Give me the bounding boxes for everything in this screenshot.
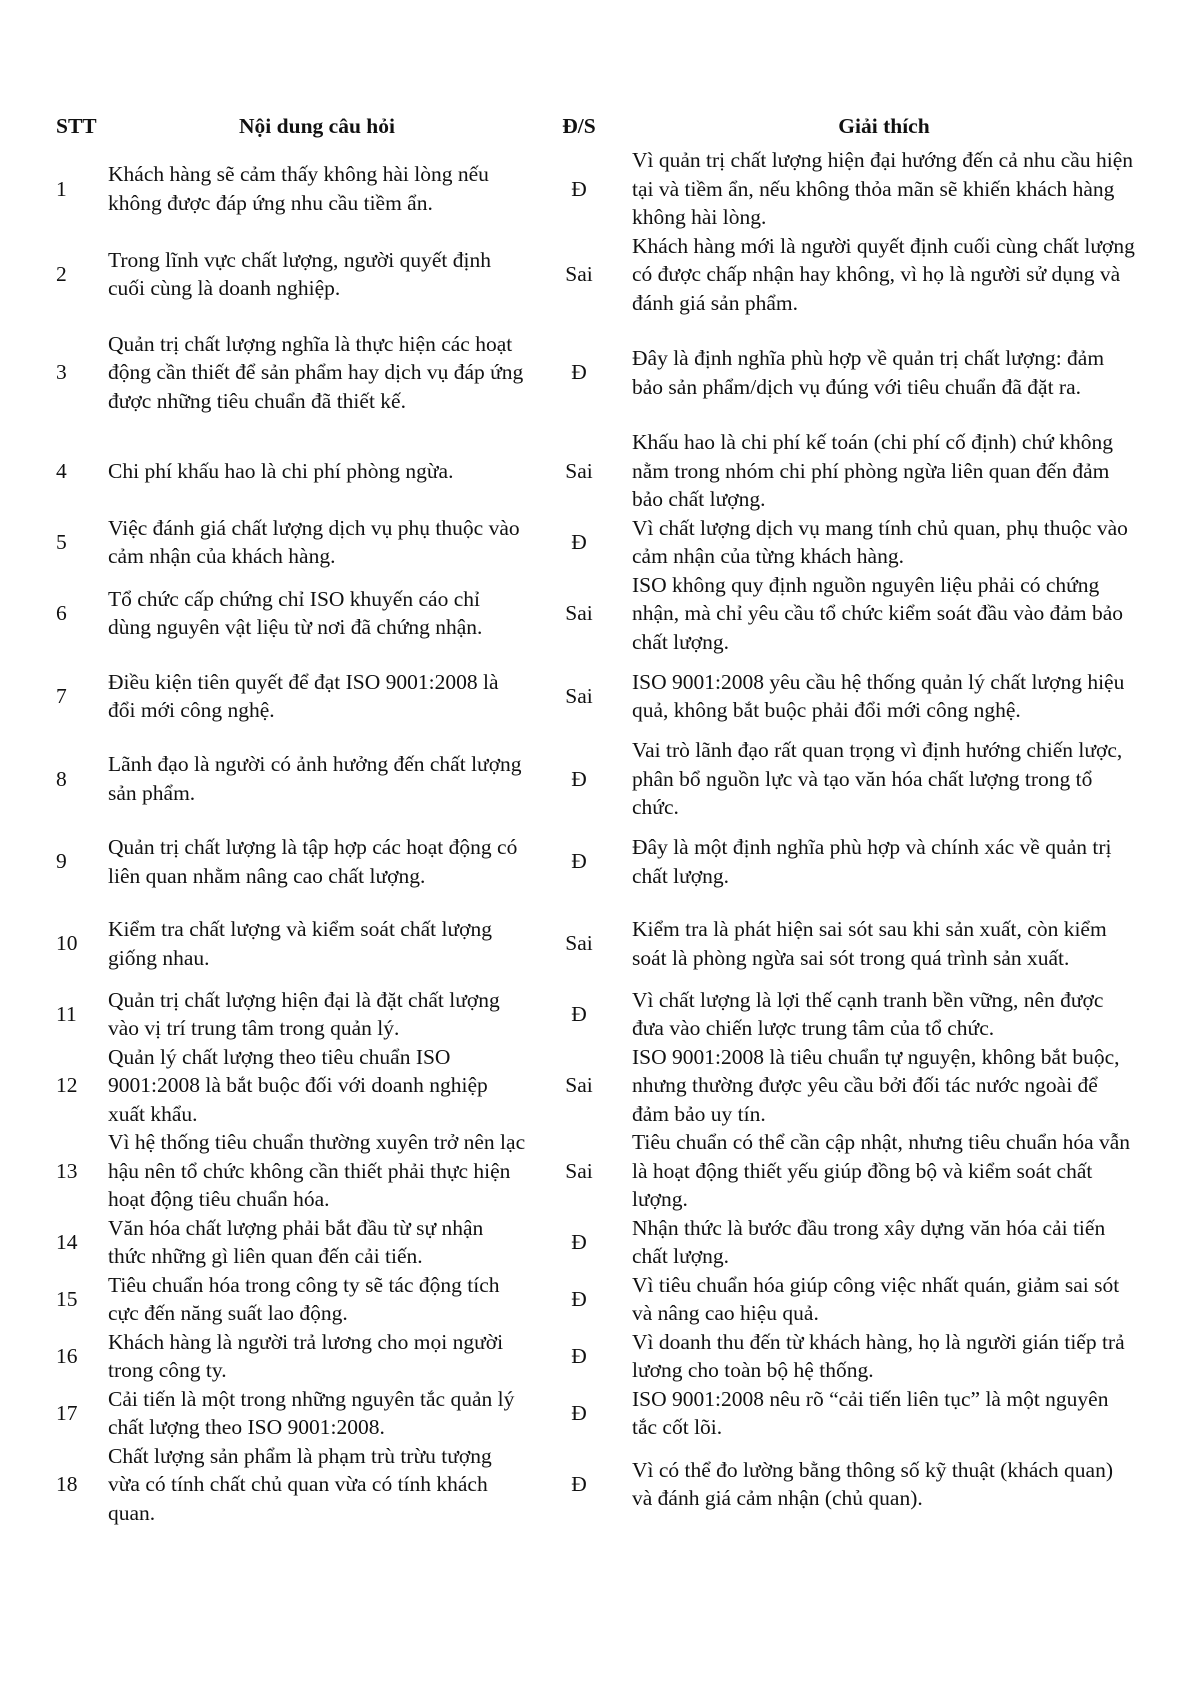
question-text: Quản trị chất lượng hiện đại là đặt chất lượng vào vị trí trung tâm trong quản lý.	[108, 987, 500, 1040]
row-number: 15	[56, 1286, 78, 1311]
table-row	[56, 514, 1136, 571]
answer-value: Đ	[571, 1229, 587, 1254]
explanation-text: Đây là một định nghĩa phù hợp và chính xác về quản trị chất lượng.	[632, 835, 1112, 888]
answer-value: Đ	[571, 1286, 587, 1311]
question-text: Chất lượng sản phẩm là phạm trù trừu tượng vừa có tính chất chủ quan vừa có tính khách quan.	[108, 1443, 492, 1525]
row-number: 4	[56, 458, 67, 483]
answer-value: Sai	[565, 1073, 593, 1097]
row-number: 2	[56, 262, 67, 286]
table-row	[56, 736, 1136, 822]
explanation-text: ISO 9001:2008 nêu rõ “cải tiến liên tục” là một nguyên tắc cốt lõi.	[632, 1386, 1109, 1439]
question-text: Tiêu chuẩn hóa trong công ty sẽ tác động tích cực đến năng suất lao động.	[108, 1272, 500, 1325]
table-row	[56, 1128, 1136, 1214]
question-text: Kiểm tra chất lượng và kiểm soát chất lượng giống nhau.	[108, 917, 492, 970]
answer-value: Sai	[565, 458, 593, 483]
table-row	[56, 902, 1136, 986]
table-row	[56, 571, 1136, 657]
explanation-text: Khách hàng mới là người quyết định cuối cùng chất lượng có được chấp nhận hay không, vì họ là người sử dụng và đánh giá sản phẩm.	[632, 233, 1135, 315]
row-number: 17	[56, 1400, 78, 1425]
question-text: Điều kiện tiên quyết để đạt ISO 9001:2008 là đổi mới công nghệ.	[108, 669, 499, 722]
row-number: 11	[56, 1001, 77, 1026]
explanation-text: Vì doanh thu đến từ khách hàng, họ là người gián tiếp trả lương cho toàn bộ hệ thống.	[632, 1329, 1125, 1382]
question-text: Tổ chức cấp chứng chỉ ISO khuyến cáo chỉ dùng nguyên vật liệu từ nơi đã chứng nhận.	[108, 586, 483, 640]
header-answer: Đ/S	[562, 114, 596, 138]
table-row	[56, 1328, 1136, 1385]
question-text: Quản trị chất lượng nghĩa là thực hiện các hoạt động cần thiết để sản phẩm hay dịch vụ đáp ứng được những tiêu chuẩn đã thiết kế.	[108, 331, 524, 413]
explanation-text: Vai trò lãnh đạo rất quan trọng vì định hướng chiến lược, phân bổ nguồn lực và tạo văn hóa chất lượng trong tổ chức.	[632, 738, 1123, 819]
table-row	[56, 317, 1136, 428]
explanation-text: Khấu hao là chi phí kế toán (chi phí cố định) chứ không nằm trong nhóm chi phí phòng ngừa liên quan đến đảm bảo chất lượng.	[632, 430, 1113, 511]
row-number: 12	[56, 1073, 78, 1097]
row-number: 13	[56, 1158, 78, 1183]
answer-value: Sai	[565, 1158, 593, 1183]
answer-value: Sai	[565, 262, 593, 286]
header-explanation: Giải thích	[838, 114, 930, 138]
answer-value: Đ	[571, 1472, 587, 1496]
table-row	[56, 1442, 1136, 1528]
question-text: Khách hàng là người trả lương cho mọi người trong công ty.	[108, 1329, 504, 1382]
question-text: Quản lý chất lượng theo tiêu chuẩn ISO 9001:2008 là bắt buộc đối với doanh nghiệp xuất khẩu.	[108, 1044, 488, 1126]
explanation-text: Kiểm tra là phát hiện sai sót sau khi sản xuất, còn kiểm soát là phòng ngừa sai sót trong quá trình sản xuất.	[632, 917, 1107, 970]
answer-value: Đ	[571, 766, 587, 791]
table-header	[56, 112, 1136, 146]
row-number: 10	[56, 931, 78, 956]
row-number: 3	[56, 360, 67, 385]
table-row	[56, 1214, 1136, 1271]
table-row	[56, 146, 1136, 232]
explanation-text: Vì chất lượng dịch vụ mang tính chủ quan, phụ thuộc vào cảm nhận của từng khách hàng.	[632, 515, 1128, 568]
question-text: Vì hệ thống tiêu chuẩn thường xuyên trở nên lạc hậu nên tổ chức không cần thiết phải thực hiện hoạt động tiêu chuẩn hóa.	[108, 1130, 526, 1211]
table-row	[56, 1271, 1136, 1328]
answer-value: Đ	[571, 849, 587, 874]
answer-value: Đ	[571, 176, 587, 201]
table-row	[56, 822, 1136, 902]
question-text: Quản trị chất lượng là tập hợp các hoạt động có liên quan nhằm nâng cao chất lượng.	[108, 835, 518, 888]
explanation-text: Tiêu chuẩn có thể cần cập nhật, nhưng tiêu chuẩn hóa vẫn là hoạt động thiết yếu giúp đồng bộ và kiểm soát chất lượng.	[632, 1130, 1131, 1211]
question-text: Trong lĩnh vực chất lượng, người quyết định cuối cùng là doanh nghiệp.	[108, 247, 491, 301]
explanation-text: Vì tiêu chuẩn hóa giúp công việc nhất quán, giảm sai sót và nâng cao hiệu quả.	[632, 1272, 1120, 1325]
question-text: Văn hóa chất lượng phải bắt đầu từ sự nhận thức những gì liên quan đến cải tiến.	[108, 1215, 484, 1268]
quality-qa-table	[56, 112, 1136, 1527]
row-number: 8	[56, 766, 67, 791]
question-text: Khách hàng sẽ cảm thấy không hài lòng nếu không được đáp ứng nhu cầu tiềm ẩn.	[108, 162, 489, 215]
question-text: Lãnh đạo là người có ảnh hưởng đến chất lượng sản phẩm.	[108, 752, 522, 805]
header-question: Nội dung câu hỏi	[239, 114, 395, 138]
answer-value: Sai	[565, 931, 593, 956]
answer-value: Sai	[565, 683, 593, 708]
row-number: 7	[56, 683, 67, 708]
table-row	[56, 428, 1136, 514]
row-number: 14	[56, 1229, 78, 1254]
table-row	[56, 1043, 1136, 1129]
question-text: Việc đánh giá chất lượng dịch vụ phụ thuộc vào cảm nhận của khách hàng.	[108, 515, 520, 568]
explanation-text: ISO 9001:2008 là tiêu chuẩn tự nguyện, không bắt buộc, nhưng thường được yêu cầu bởi đối tác nước ngoài để đảm bảo uy tín.	[632, 1044, 1120, 1126]
explanation-text: ISO 9001:2008 yêu cầu hệ thống quản lý chất lượng hiệu quả, không bắt buộc phải đổi mới công nghệ.	[632, 669, 1125, 722]
table-row	[56, 986, 1136, 1043]
explanation-text: Vì chất lượng là lợi thế cạnh tranh bền vững, nên được đưa vào chiến lược trung tâm của tổ chức.	[632, 987, 1104, 1040]
header-stt: STT	[56, 114, 97, 138]
table-row	[56, 1385, 1136, 1442]
row-number: 9	[56, 849, 67, 874]
answer-value: Đ	[571, 1343, 587, 1368]
row-number: 16	[56, 1343, 78, 1368]
row-number: 6	[56, 601, 67, 625]
explanation-text: Đây là định nghĩa phù hợp về quản trị chất lượng: đảm bảo sản phẩm/dịch vụ đúng với tiêu chuẩn đã đặt ra.	[632, 346, 1105, 399]
answer-value: Đ	[571, 1001, 587, 1026]
answer-value: Sai	[565, 601, 593, 625]
explanation-text: ISO không quy định nguồn nguyên liệu phải có chứng nhận, mà chỉ yêu cầu tổ chức kiểm soát đầu vào đảm bảo chất lượng.	[632, 572, 1124, 654]
answer-value: Đ	[571, 529, 587, 554]
table-row	[56, 232, 1136, 318]
table-body	[56, 146, 1136, 1527]
row-number: 18	[56, 1472, 78, 1496]
header-row	[56, 112, 1136, 146]
row-number: 1	[56, 176, 67, 201]
answer-value: Đ	[571, 1400, 587, 1425]
explanation-text: Nhận thức là bước đầu trong xây dựng văn hóa cải tiến chất lượng.	[632, 1215, 1106, 1268]
question-text: Chi phí khấu hao là chi phí phòng ngừa.	[108, 458, 454, 483]
row-number: 5	[56, 529, 67, 554]
explanation-text: Vì có thể đo lường bằng thông số kỹ thuật (khách quan) và đánh giá cảm nhận (chủ quan).	[632, 1457, 1113, 1511]
table-row	[56, 656, 1136, 736]
question-text: Cải tiến là một trong những nguyên tắc quản lý chất lượng theo ISO 9001:2008.	[108, 1386, 515, 1439]
answer-value: Đ	[571, 360, 587, 385]
explanation-text: Vì quản trị chất lượng hiện đại hướng đến cả nhu cầu hiện tại và tiềm ẩn, nếu không thỏa mãn sẽ khiến khách hàng không hài lòng.	[632, 148, 1133, 229]
